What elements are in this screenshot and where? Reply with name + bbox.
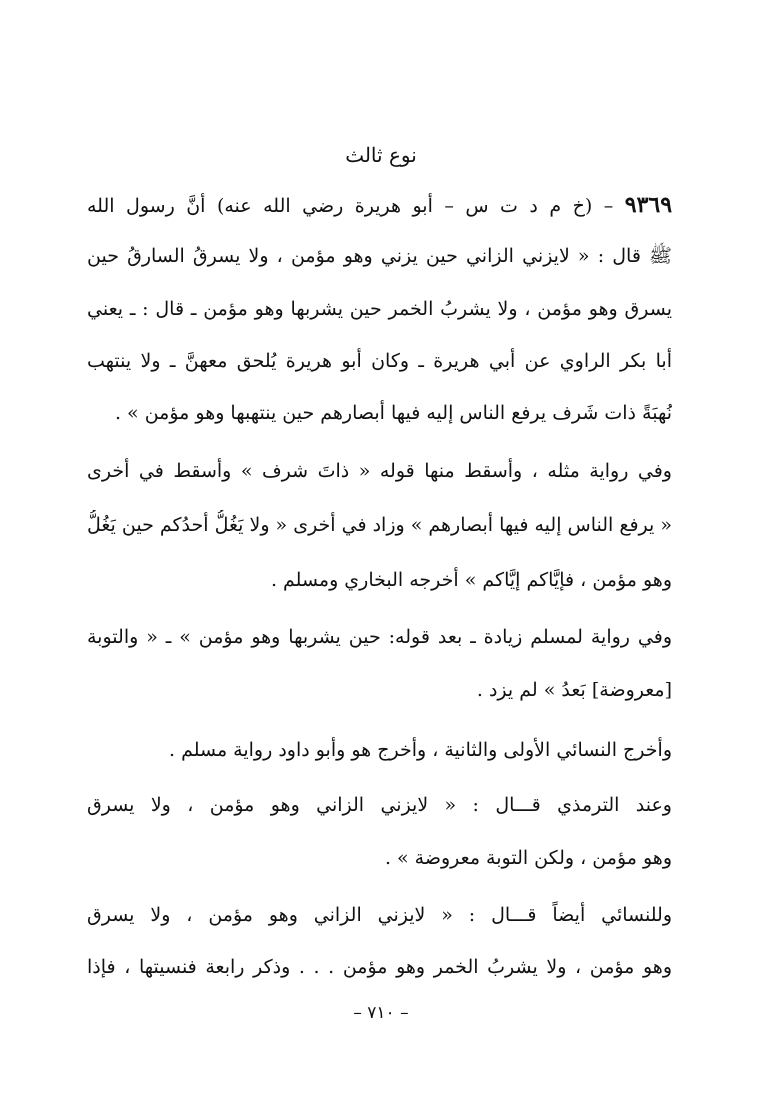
text-line-1-content: – (خ م د ت س – أبو هريرة رضي الله عنه) أنَّ رسول الله — [87, 195, 614, 217]
text-line-12: وعند الترمذي قـــال : « لايزني الزاني وهو مؤمن ، ولا يسرق — [87, 794, 672, 816]
text-line-9: وفي رواية لمسلم زيادة ـ بعد قوله: حين يشربها وهو مؤمن » ـ « والتوبة — [87, 626, 672, 648]
text-line-6: وفي رواية مثله ، وأسقط منها قوله « ذاتَ شرف » وأسقط في أخرى — [87, 460, 672, 482]
text-line-3: يسرق وهو مؤمن ، ولا يشربُ الخمر حين يشربها وهو مؤمن ـ قال : ـ يعني — [87, 298, 672, 320]
page-number: – ٧١٠ – — [353, 1003, 409, 1023]
text-line-10: [معروضة] بَعدُ » لم يزد . — [476, 679, 672, 701]
text-line-8: وهو مؤمن ، فإيَّاكم إيَّاكم » أخرجه البخاري ومسلم . — [270, 569, 672, 591]
text-line-4: أبا بكر الراوي عن أبي هريرة ـ وكان أبو هريرة يُلحق معهنَّ ـ ولا ينتهب — [87, 350, 672, 372]
hadith-number: ٩٣٦٩ — [624, 192, 672, 218]
text-line-2: ﷺ قال : « لايزني الزاني حين يزني وهو مؤمن ، ولا يسرقُ السارقُ حين — [87, 245, 672, 267]
text-line-14: وللنسائي أيضاً قـــال : « لايزني الزاني وهو مؤمن ، ولا يسرق — [87, 904, 672, 926]
text-line-11: وأخرج النسائي الأولى والثانية ، وأخرج هو وأبو داود رواية مسلم . — [169, 739, 672, 761]
text-line-7: « يرفع الناس إليه فيها أبصارهم » وزاد في أخرى « ولا يَغُلُّ أحدُكم حين يَغُلُّ — [87, 514, 672, 536]
text-line-1 — [87, 190, 672, 221]
section-heading: نوع ثالث — [345, 143, 417, 167]
text-line-5: نُهبَةً ذات شَرف يرفع الناس إليه فيها أبصارهم حين ينتهبها وهو مؤمن » . — [114, 402, 672, 424]
text-line-15: وهو مؤمن ، ولا يشربُ الخمر وهو مؤمن . . . وذكر رابعة فنسيتها ، فإذا — [87, 956, 672, 978]
text-line-13: وهو مؤمن ، ولكن التوبة معروضة » . — [384, 847, 672, 869]
